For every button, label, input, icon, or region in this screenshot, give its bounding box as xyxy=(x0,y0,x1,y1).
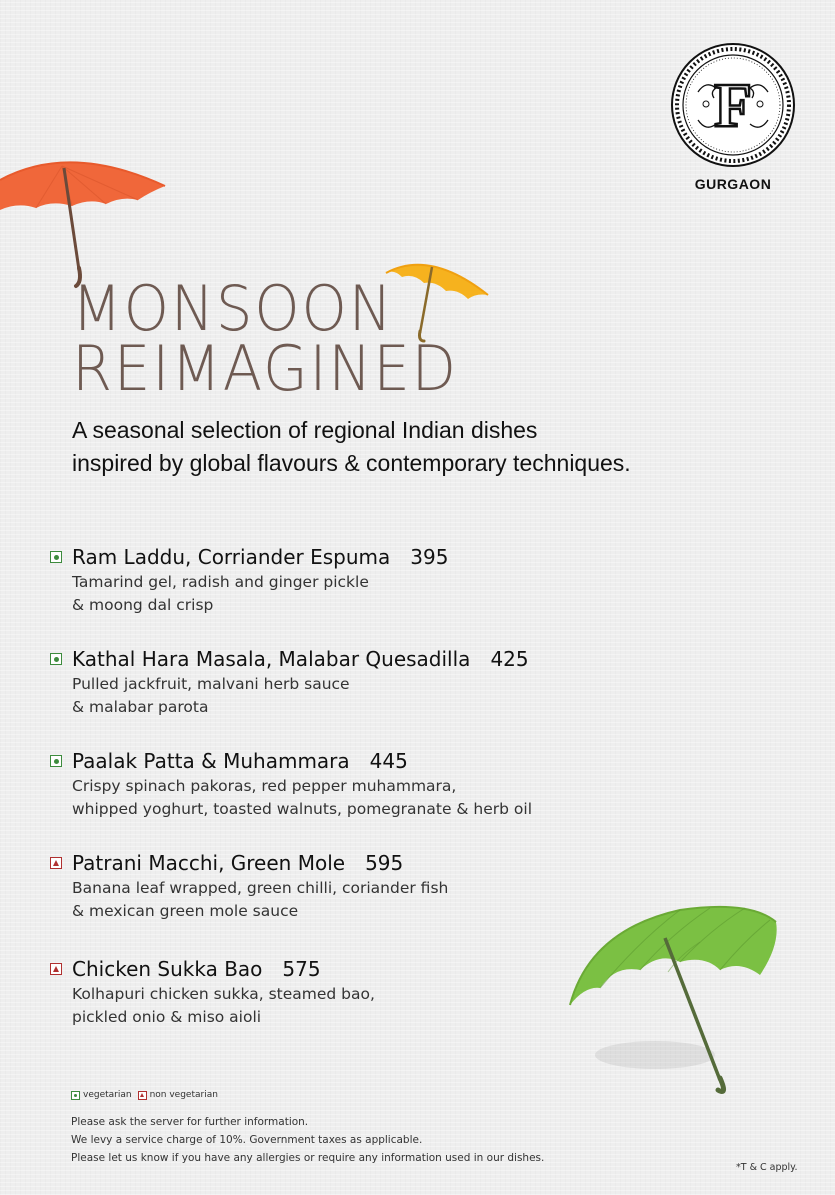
menu-item-name: Kathal Hara Masala, Malabar Quesadilla xyxy=(72,647,471,671)
footer-note: Please ask the server for further information. xyxy=(71,1116,309,1128)
menu-item-price: 445 xyxy=(369,749,408,773)
menu-item xyxy=(50,543,610,617)
menu-item-name: Paalak Patta & Muhammara xyxy=(72,749,350,773)
menu-item-description: Pulled jackfruit, malvani herb sauce xyxy=(72,675,350,693)
subtitle-line2: inspired by global flavours & contemporary techniques. xyxy=(72,450,631,476)
menu-item-description: Tamarind gel, radish and ginger pickle xyxy=(72,573,369,591)
menu-item-price: 595 xyxy=(365,851,404,875)
menu-item xyxy=(50,955,610,1029)
menu-item-description: & mexican green mole sauce xyxy=(72,902,299,920)
veg-icon xyxy=(71,1091,80,1100)
nonveg-icon xyxy=(50,857,62,869)
menu-item-name: Patrani Macchi, Green Mole xyxy=(72,851,346,875)
menu-item-description: whipped yoghurt, toasted walnuts, pomegranate & herb oil xyxy=(72,800,533,818)
page-title-line2: REIMAGINED xyxy=(72,332,458,405)
veg-icon xyxy=(50,755,62,767)
veg-icon xyxy=(50,551,62,563)
nonveg-icon xyxy=(138,1091,147,1100)
menu-item-description: Banana leaf wrapped, green chilli, coriander fish xyxy=(72,879,449,897)
location-label: GURGAON xyxy=(694,176,772,192)
menu-item xyxy=(50,645,610,719)
footer-note: Please let us know if you have any allergies or require any information used in our dishes. xyxy=(71,1152,545,1164)
menu-item-price: 395 xyxy=(410,545,449,569)
menu-item-description: Kolhapuri chicken sukka, steamed bao, xyxy=(72,985,375,1003)
footer-note: We levy a service charge of 10%. Government taxes as applicable. xyxy=(71,1134,423,1146)
page-title-line1: MONSOON xyxy=(72,272,394,345)
menu-item-description: & moong dal crisp xyxy=(72,596,214,614)
menu-item-description: Crispy spinach pakoras, red pepper muhammara, xyxy=(72,777,457,795)
menu-item-name: Chicken Sukka Bao xyxy=(72,957,263,981)
menu-item-name: Ram Laddu, Corriander Espuma xyxy=(72,545,391,569)
diet-legend xyxy=(71,1090,218,1100)
menu-item-description: pickled onio & miso aioli xyxy=(72,1008,262,1026)
nonveg-icon xyxy=(50,963,62,975)
logo-letter: F xyxy=(714,72,752,140)
legend-nonveg-label: non vegetarian xyxy=(149,1090,218,1100)
veg-icon xyxy=(50,653,62,665)
menu-item-description: & malabar parota xyxy=(72,698,209,716)
restaurant-logo-icon xyxy=(670,42,796,168)
legend-veg-label: vegetarian xyxy=(83,1090,132,1100)
menu-item-price: 425 xyxy=(490,647,529,671)
terms-note: *T & C apply. xyxy=(736,1162,798,1173)
menu-item-price: 575 xyxy=(282,957,321,981)
menu-item xyxy=(50,849,610,923)
menu-item xyxy=(50,747,610,821)
subtitle-line1: A seasonal selection of regional Indian dishes xyxy=(72,417,538,443)
